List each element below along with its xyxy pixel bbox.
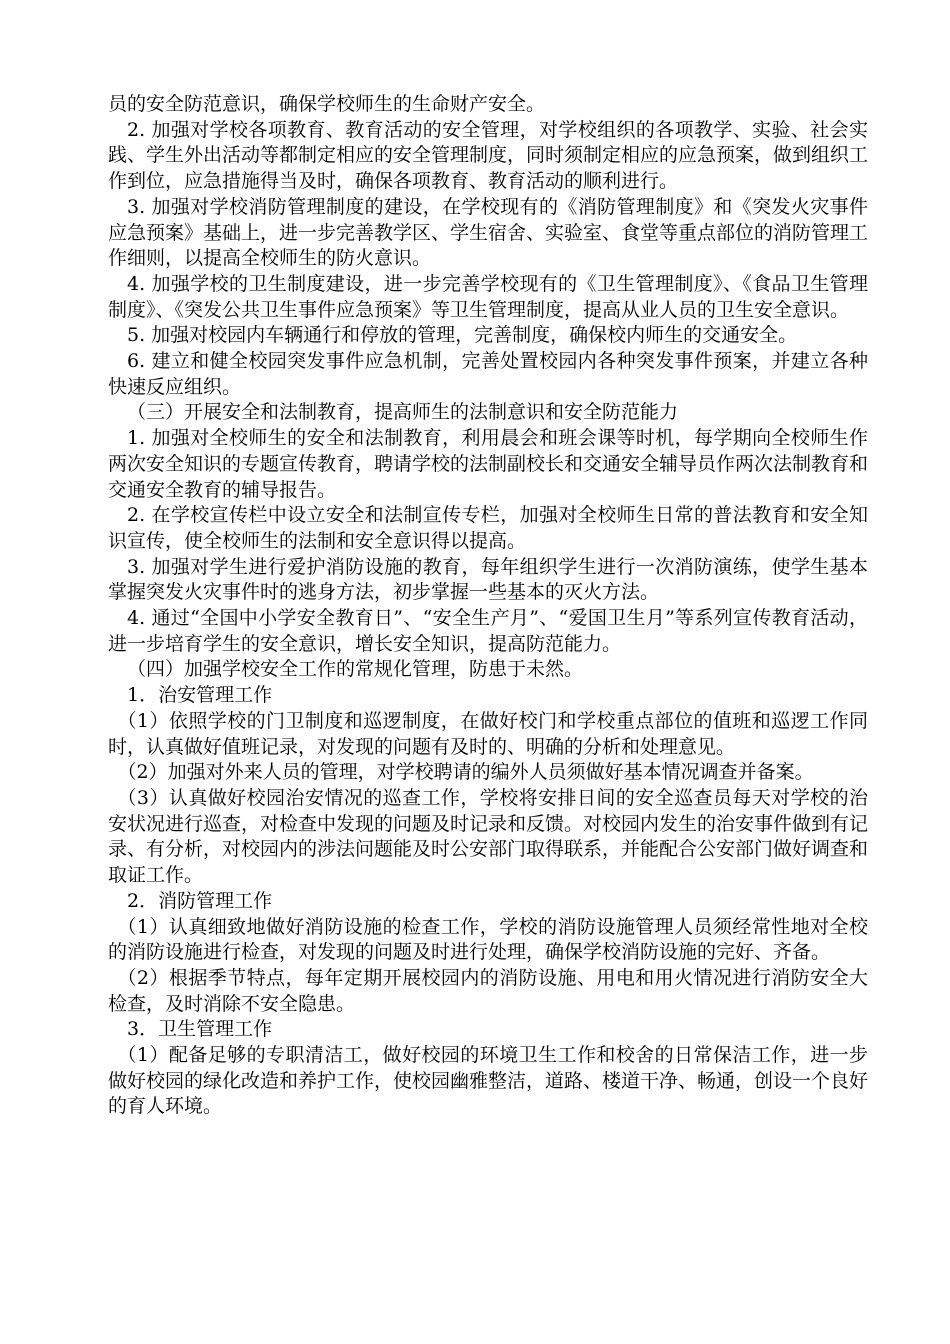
- paragraph: （1）认真细致地做好消防设施的检查工作，学校的消防设施管理人员须经常性地对全校的消防设施进行检查，对发现的问题及时进行处理，确保学校消防设施的完好、齐备。: [108, 915, 868, 964]
- section-heading: （四）加强学校安全工作的常规化管理，防患于未然。: [127, 658, 584, 681]
- subsection-heading: 3．卫生管理工作: [127, 1018, 273, 1041]
- paragraph: 2. 在学校宣传栏中设立安全和法制宣传专栏，加强对全校师生日常的普法教育和安全知识宣传，使全校师生的法制和安全意识得以提高。: [108, 504, 868, 552]
- document-body: [108, 92, 868, 1120]
- paragraph: （3）认真做好校园治安情况的巡查工作，学校将安排日间的安全巡查员每天对学校的治安状况进行巡查，对检查中发现的问题及时记录和反馈。对校园内发生的治安事件做到有记录、有分析，对校园内的涉法问题能及时公安部门取得联系，并能配合公安部门做好调查和取证工作。: [108, 786, 869, 887]
- paragraph: 5. 加强对校园内车辆通行和停放的管理，完善制度，确保校内师生的交通安全。: [127, 324, 798, 347]
- paragraph: 4. 加强学校的卫生制度建设，进一步完善学校现有的《卫生管理制度》、《食品卫生管理制度》、《突发公共卫生事件应急预案》等卫生管理制度，提高从业人员的卫生安全意识。: [108, 272, 868, 321]
- paragraph: （1）配备足够的专职清洁工，做好校园的环境卫生工作和校舍的日常保洁工作，进一步做好校园的绿化改造和养护工作，使校园幽雅整洁，道路、楼道干净、畅通，创设一个良好的育人环境。: [108, 1044, 869, 1118]
- paragraph: 3. 加强对学校消防管理制度的建设，在学校现有的《消防管理制度》和《突发火灾事件应急预案》基础上，进一步完善教学区、学生宿舍、实验室、食堂等重点部位的消防管理工作细则，以提高全校师生的防火意识。: [108, 195, 869, 270]
- paragraph: 4. 通过“全国中小学安全教育日”、“安全生产月”、“爱国卫生月”等系列宣传教育活动，进一步培育学生的安全意识，增长安全知识，提高防范能力。: [108, 607, 868, 655]
- subsection-heading: 2．消防管理工作: [127, 889, 273, 912]
- paragraph: 1. 加强对全校师生的安全和法制教育，利用晨会和班会课等时机，每学期向全校师生作两次安全知识的专题宣传教育，聘请学校的法制副校长和交通安全辅导员作两次法制教育和交通安全教育的辅导报告。: [108, 427, 869, 501]
- paragraph: （1）依照学校的门卫制度和巡逻制度，在做好校门和学校重点部位的值班和巡逻工作同时，认真做好值班记录，对发现的问题有及时的、明确的分析和处理意见。: [108, 709, 868, 758]
- subsection-heading: 1．治安管理工作: [127, 684, 273, 707]
- paragraph: 2. 加强对学校各项教育、教育活动的安全管理，对学校组织的各项教学、实验、社会实践、学生外出活动等都制定相应的安全管理制度，同时须制定相应的应急预案，做到组织工作到位，应急措施得当及时，确保各项教育、教育活动的顺利进行。: [108, 118, 869, 193]
- paragraph: 6. 建立和健全校园突发事件应急机制，完善处置校园内各种突发事件预案，并建立各种快速反应组织。: [108, 350, 868, 398]
- section-heading: （三）开展安全和法制教育，提高师生的法制意识和安全防范能力: [127, 401, 679, 424]
- paragraph: 3. 加强对学生进行爱护消防设施的教育，每年组织学生进行一次消防演练，使学生基本掌握突发火灾事件时的逃身方法，初步掌握一些基本的灭火方法。: [108, 555, 868, 604]
- paragraph: 员的安全防范意识，确保学校师生的生命财产安全。: [108, 93, 546, 115]
- paragraph: （2）加强对外来人员的管理，对学校聘请的编外人员须做好基本情况调查并备案。: [117, 761, 814, 784]
- paragraph: （2）根据季节特点，每年定期开展校园内的消防设施、用电和用火情况进行消防安全大检查，及时消除不安全隐患。: [108, 966, 868, 1015]
